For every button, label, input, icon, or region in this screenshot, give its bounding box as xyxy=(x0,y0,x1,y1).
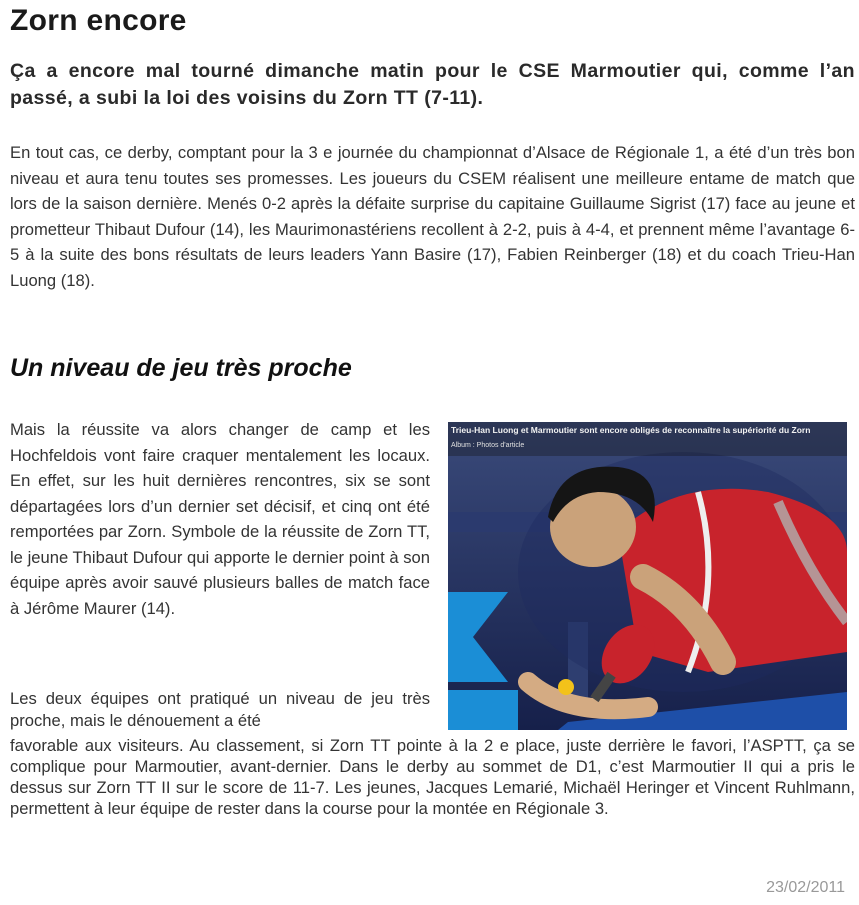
article-photo xyxy=(448,422,847,730)
article-paragraph-1: En tout cas, ce derby, comptant pour la 3 e journée du championnat d’Alsace de Régionale 1, a été d’un très bon niveau et aura tenu toutes ses promesses. Les joueurs du CSEM réalisent une meilleure entame de match que lors de la saison dernière. Menés 0-2 après la défaite surprise du capitaine Guillaume Sigrist (17) face au jeune et prometteur Thibaut Dufour (14), les Maurimonastériens recollent à 2-2, puis à 4-4, et prennent même l’avantage 6-5 à la suite des bons résultats de leurs leaders Yann Basire (17), Fabien Reinberger (18) et du coach Trieu-Han Luong (18). xyxy=(10,143,855,290)
publication-date: 23/02/2011 xyxy=(766,879,845,896)
photo-caption-bar xyxy=(448,422,847,456)
article-paragraph-3-start: Les deux équipes ont pratiqué un niveau de jeu très proche, mais le dénouement a été xyxy=(10,689,430,730)
article-lead: Ça a encore mal tourné dimanche matin pour le CSE Marmoutier qui, comme l’an passé, a subi la loi des voisins du Zorn TT (7-11). xyxy=(10,60,855,109)
article-paragraph-3-rest: favorable aux visiteurs. Au classement, si Zorn TT pointe à la 2 e place, juste derrière le favori, l’ASPTT, ça se complique pour Marmoutier, avant-dernier. Dans le derby au sommet de D1, c’est Marmoutier II qui a pris le dessus sur Zorn TT II sur le score de 11-7. Les jeunes, Jacques Lemarié, Michaël Heringer et Vincent Ruhlmann, permettent à leur équipe de rester dans la course pour la montée en Régionale 3. xyxy=(10,736,855,818)
table-tennis-player-image xyxy=(448,422,847,730)
photo-credit: Album : Photos d'article xyxy=(451,442,525,449)
photo-caption: Trieu-Han Luong et Marmoutier sont encore obligés de reconnaître la supériorité du Zorn xyxy=(451,425,811,435)
article-paragraph-2: Mais la réussite va alors changer de camp et les Hochfeldois vont faire craquer mentalement les locaux. En effet, sur les huit dernières rencontres, six se sont départagées lors d’un dernier set décisif, et cinq ont été remportées par Zorn. Symbole de la réussite de Zorn TT, le jeune Thibaut Dufour qui apporte le dernier point à son équipe après avoir sauvé plusieurs balles de match face à Jérôme Maurer (14). xyxy=(10,420,430,618)
article-title: Zorn encore xyxy=(10,4,187,37)
section-subheading: Un niveau de jeu très proche xyxy=(10,354,352,382)
